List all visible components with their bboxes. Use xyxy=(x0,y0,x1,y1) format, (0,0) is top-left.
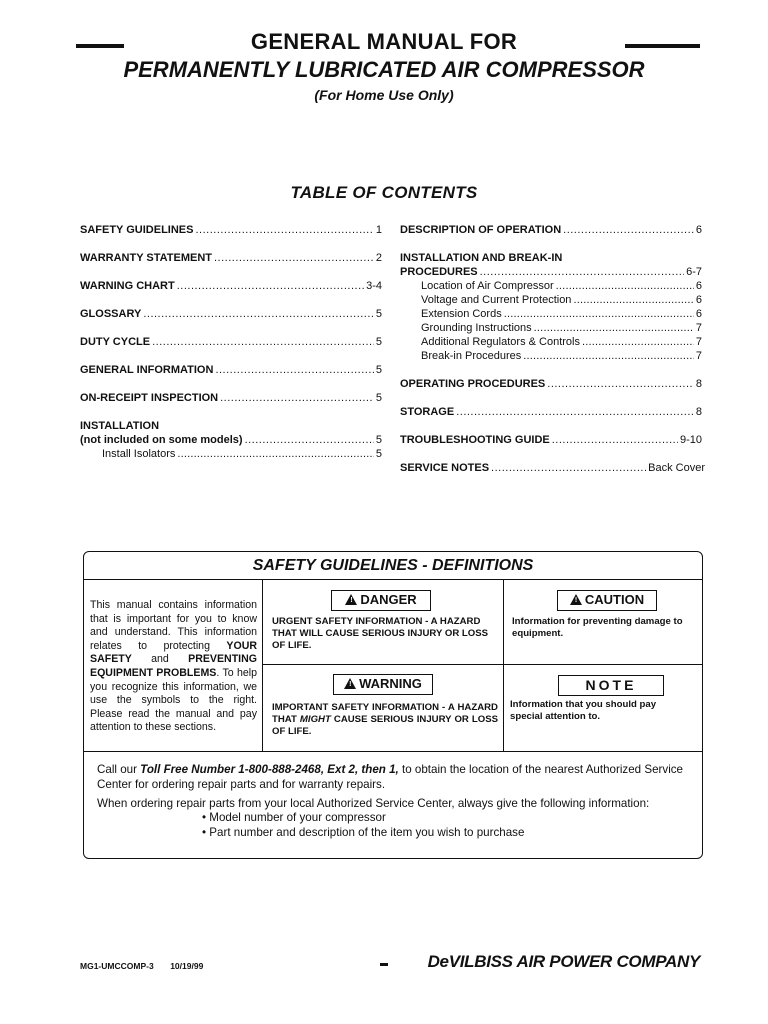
toc-dot-leader xyxy=(456,405,694,419)
toc-entry-page: 5 xyxy=(375,434,382,446)
toc-entry-label: Additional Regulators & Controls xyxy=(421,336,580,348)
ordering-bullet: • Part number and description of the item you wish to purchase xyxy=(202,826,525,839)
document-date: 10/19/99 xyxy=(170,961,204,971)
grid-divider-bottom xyxy=(84,751,703,752)
toc-entry-page: 6 xyxy=(695,224,702,236)
toc-dot-leader xyxy=(195,223,373,237)
toc-dot-leader xyxy=(143,307,374,321)
grid-divider-vertical xyxy=(503,579,504,751)
safety-intro-text xyxy=(84,579,263,751)
toc-entry-page: 5 xyxy=(375,392,382,404)
toc-entry-label: Voltage and Current Protection xyxy=(421,294,572,306)
toc-dot-leader xyxy=(177,447,374,461)
ordering-bullet: • Model number of your compressor xyxy=(202,811,386,824)
bullet-text: Model number of your compressor xyxy=(209,811,386,824)
toc-dot-leader xyxy=(547,377,694,391)
intro-text-part: This manual contains information that is important for you to know and understand. This information relates to protecting xyxy=(90,599,257,652)
warning-triangle-icon: ! xyxy=(570,594,582,605)
toc-entry xyxy=(80,307,382,321)
toc-entry-page: 6 xyxy=(695,280,702,292)
danger-label: DANGER xyxy=(360,592,417,607)
toc-dot-leader xyxy=(220,391,374,405)
toc-entry-page: 7 xyxy=(695,336,702,348)
company-logo: DeVILBISS AIR POWER COMPANY xyxy=(427,952,700,971)
toc-dot-leader xyxy=(563,223,694,237)
toc-dot-leader xyxy=(573,293,693,307)
intro-emphasis: YOUR SAFETY xyxy=(90,639,257,666)
toc-entry-label: Location of Air Compressor xyxy=(421,280,554,292)
call-text-part: Call our xyxy=(97,763,141,776)
toc-entry-label: WARNING CHART xyxy=(80,280,175,292)
toc-entry xyxy=(80,363,382,377)
toc-entry-page: 6 xyxy=(695,308,702,320)
danger-description: URGENT SAFETY INFORMATION - A HAZARD THAT WILL CAUSE SERIOUS INJURY OR LOSS OF LIFE. xyxy=(272,616,489,652)
intro-emphasis: PREVENTING EQUIPMENT PROBLEMS xyxy=(90,653,257,679)
grid-divider-horizontal xyxy=(263,664,703,665)
call-text-part: to obtain the location of the nearest Authorized Service Center for ordering repair parts and for warranty repairs. xyxy=(97,763,684,791)
toc-entry-label: DESCRIPTION OF OPERATION xyxy=(400,224,562,236)
toc-entry-label: DUTY CYCLE xyxy=(80,336,151,348)
document-usage-note: (For Home Use Only) xyxy=(314,87,454,103)
toc-entry-page: 5 xyxy=(375,448,382,460)
document-subtitle: PERMANENTLY LUBRICATED AIR COMPRESSOR xyxy=(123,57,645,82)
toc-entry-label: GLOSSARY xyxy=(80,308,142,320)
note-signal: NOTE xyxy=(558,675,664,696)
warning-text-part: IMPORTANT SAFETY INFORMATION - A HAZARD THAT xyxy=(272,702,498,726)
warning-label: WARNING xyxy=(359,676,422,691)
intro-text-part: and xyxy=(131,653,189,666)
toc-entry-page: 5 xyxy=(375,336,382,348)
toc-heading: TABLE OF CONTENTS xyxy=(290,183,478,202)
ordering-info-text: When ordering repair parts from your local Authorized Service Center, always give the following information: xyxy=(97,797,650,810)
toc-entry-label: PROCEDURES xyxy=(400,266,478,278)
toc-left-column xyxy=(80,223,382,463)
toc-entry-page: 8 xyxy=(695,378,702,390)
service-call-text xyxy=(97,762,697,792)
warning-text-part: CAUSE SERIOUS INJURY OR LOSS OF LIFE. xyxy=(272,714,499,738)
caution-label: CAUTION xyxy=(584,592,645,607)
warning-triangle-icon: ! xyxy=(344,678,356,689)
toc-entry xyxy=(400,461,705,475)
safety-definitions-box xyxy=(83,551,703,859)
toc-dot-leader xyxy=(534,321,694,335)
toc-dot-leader xyxy=(552,433,678,447)
toc-entry-label: OPERATING PROCEDURES xyxy=(400,378,546,390)
document-title: GENERAL MANUAL FOR xyxy=(250,29,518,54)
toc-right-column xyxy=(400,223,705,478)
toc-dot-leader xyxy=(177,279,364,293)
toc-entry-page: Back Cover xyxy=(648,462,705,474)
toc-dot-leader xyxy=(582,335,694,349)
toc-dot-leader xyxy=(480,265,684,279)
toc-dot-leader xyxy=(504,307,694,321)
toc-dot-leader xyxy=(523,349,694,363)
toc-entry-label: INSTALLATION AND BREAK-IN xyxy=(400,252,563,264)
toc-entry-page: 9-10 xyxy=(679,434,702,446)
toc-entry-label: Extension Cords xyxy=(421,308,502,320)
toc-entry xyxy=(400,433,702,447)
toc-entry-label: Break-in Procedures xyxy=(421,350,522,362)
toc-subentry xyxy=(102,447,382,461)
toll-free-number: Toll Free Number 1-800-888-2468, Ext 2, then 1, xyxy=(140,763,399,776)
toc-subentry xyxy=(421,321,702,335)
toc-entry-page: 5 xyxy=(375,308,382,320)
toc-entry-label: GENERAL INFORMATION xyxy=(80,364,214,376)
toc-entry xyxy=(400,251,702,265)
warning-triangle-icon: ! xyxy=(345,594,357,605)
bullet-text: Part number and description of the item you wish to purchase xyxy=(209,826,525,839)
intro-text-part: . To help you recognize this information, we use the symbols to the right. Please read the manual and pay attention to these sections. xyxy=(90,666,257,734)
toc-subentry xyxy=(421,335,702,349)
toc-entry xyxy=(80,223,382,237)
toc-subentry xyxy=(421,349,702,363)
warning-description xyxy=(272,702,498,739)
toc-entry-label: (not included on some models) xyxy=(80,434,243,446)
toc-entry-label: TROUBLESHOOTING GUIDE xyxy=(400,434,550,446)
toc-entry xyxy=(400,405,702,419)
warning-text-emphasis: MIGHT xyxy=(299,714,331,726)
toc-entry xyxy=(80,391,382,405)
document-code xyxy=(80,961,203,971)
toc-entry-label: ON-RECEIPT INSPECTION xyxy=(80,392,219,404)
toc-entry-page: 6-7 xyxy=(686,266,702,278)
caution-signal xyxy=(557,590,657,611)
toc-subentry xyxy=(421,307,702,321)
toc-entry-page: 6 xyxy=(695,294,702,306)
toc-entry-page: 8 xyxy=(695,406,702,418)
document-code-value: MG1-UMCCOMP-3 xyxy=(80,961,154,971)
toc-entry xyxy=(80,419,382,433)
toc-dot-leader xyxy=(556,279,694,293)
safety-box-title: SAFETY GUIDELINES - DEFINITIONS xyxy=(84,552,702,580)
danger-signal xyxy=(331,590,431,611)
toc-entry-page: 1 xyxy=(375,224,382,236)
toc-entry-label: SAFETY GUIDELINES xyxy=(80,224,194,236)
toc-entry xyxy=(80,279,382,293)
toc-entry xyxy=(400,223,702,237)
toc-entry xyxy=(400,265,702,279)
toc-entry-label: INSTALLATION xyxy=(80,420,160,432)
toc-entry-label: Grounding Instructions xyxy=(421,322,532,334)
toc-entry-page: 3-4 xyxy=(366,280,382,292)
toc-entry xyxy=(80,251,382,265)
toc-dot-leader xyxy=(152,335,374,349)
toc-entry-label: SERVICE NOTES xyxy=(400,462,490,474)
toc-dot-leader xyxy=(214,251,374,265)
toc-entry-label: STORAGE xyxy=(400,406,455,418)
toc-entry xyxy=(80,433,382,447)
toc-entry-page: 7 xyxy=(695,322,702,334)
caution-description: Information for preventing damage to equipment. xyxy=(512,616,683,640)
toc-subentry xyxy=(421,293,702,307)
toc-entry xyxy=(400,377,702,391)
toc-dot-leader xyxy=(245,433,374,447)
note-description: Information that you should pay special attention to. xyxy=(510,699,657,723)
warning-signal xyxy=(333,674,433,695)
toc-entry-page: 5 xyxy=(375,364,382,376)
toc-entry-page: 2 xyxy=(375,252,382,264)
toc-dot-leader xyxy=(215,363,373,377)
toc-entry-page: 7 xyxy=(695,350,702,362)
toc-entry-label: Install Isolators xyxy=(102,448,176,460)
toc-entry xyxy=(80,335,382,349)
toc-subentry xyxy=(421,279,702,293)
toc-dot-leader xyxy=(491,461,646,475)
toc-entry-label: WARRANTY STATEMENT xyxy=(80,252,212,264)
